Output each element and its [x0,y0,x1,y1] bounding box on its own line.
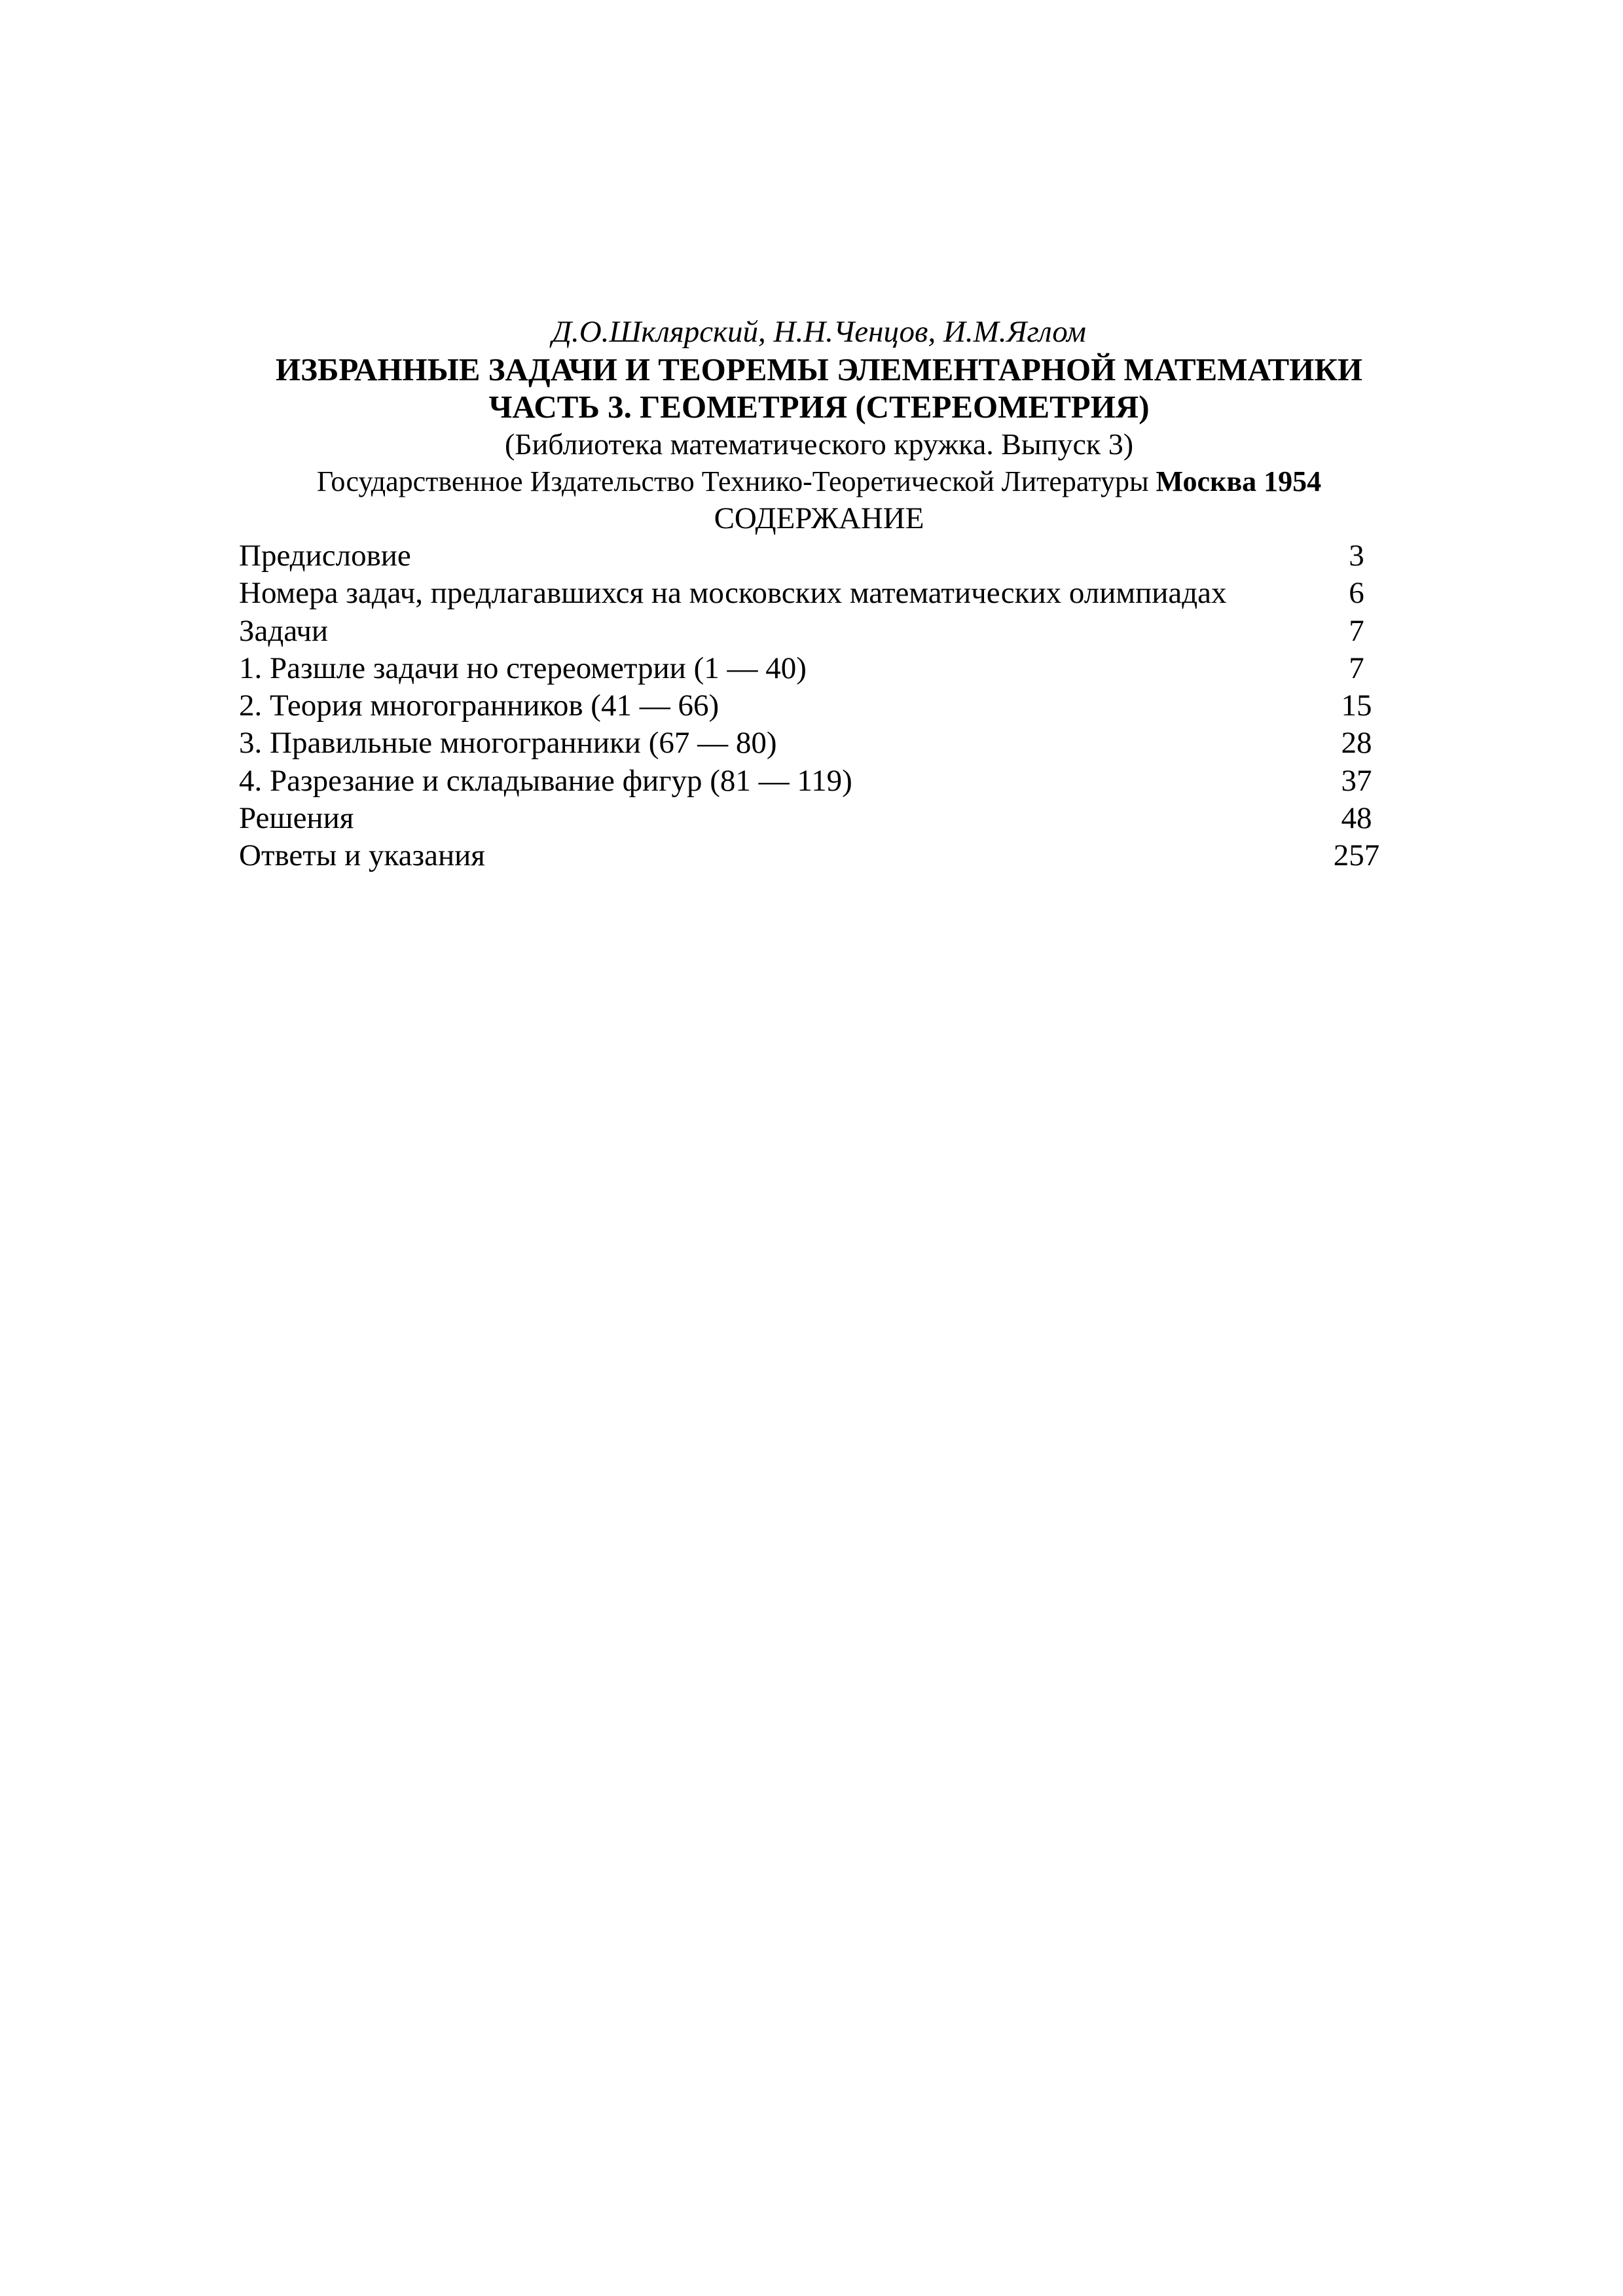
publisher-name: Государственное Издательство Технико-Теоретической Литературы [316,465,1156,497]
toc-entry-label: 1. Разшле задачи но стереометрии (1 — 40) [239,651,807,685]
toc-entry-page: 37 [1341,763,1372,798]
toc-entry-page: 15 [1341,689,1372,723]
toc-entry-page: 6 [1349,576,1364,611]
book-title-line-2: ЧАСТЬ 3. ГЕОМЕТРИЯ (СТЕРЕОМЕТРИЯ) [488,389,1150,425]
toc-entry-label: Решения [239,801,354,836]
toc-entry-label: Номера задач, предлагавшихся на московских математических олимпиадах [239,576,1227,611]
publisher-city-year: Москва 1954 [1156,465,1322,497]
toc-entry-page: 28 [1341,726,1372,761]
content-block [239,314,1399,875]
toc-row [239,537,1399,575]
toc-entry-label: 3. Правильные многогранники (67 — 80) [239,726,777,761]
toc-row [239,650,1399,687]
toc-row [239,800,1399,837]
toc-row [239,687,1399,725]
publisher-line [239,463,1399,500]
toc-entry-label: 4. Разрезание и складывание фигур (81 — 119) [239,763,852,798]
book-header [239,314,1399,537]
toc-row [239,725,1399,762]
toc-row [239,613,1399,650]
toc-row [239,837,1399,874]
toc-entry-label: 2. Теория многогранников (41 — 66) [239,689,720,723]
series-line: (Библиотека математического кружка. Выпуск 3) [504,427,1134,461]
toc-entry-page: 257 [1333,838,1380,873]
toc-heading: СОДЕРЖАНИЕ [714,501,924,535]
toc-entry-page: 48 [1341,801,1372,836]
toc-entry-label: Ответы и указания [239,838,485,873]
authors-line: Д.О.Шклярский, Н.Н.Ченцов, И.М.Яглом [552,315,1086,349]
toc-row [239,762,1399,800]
toc-entry-page: 3 [1349,539,1364,573]
table-of-contents [239,537,1399,875]
toc-entry-label: Предисловие [239,539,411,573]
toc-entry-label: Задачи [239,613,329,648]
toc-entry-page: 7 [1349,613,1364,648]
toc-row [239,575,1399,612]
toc-entry-page: 7 [1349,651,1364,685]
book-title-line-1: ИЗБРАННЫЕ ЗАДАЧИ И ТЕОРЕМЫ ЭЛЕМЕНТАРНОЙ МАТЕМАТИКИ [276,351,1362,387]
